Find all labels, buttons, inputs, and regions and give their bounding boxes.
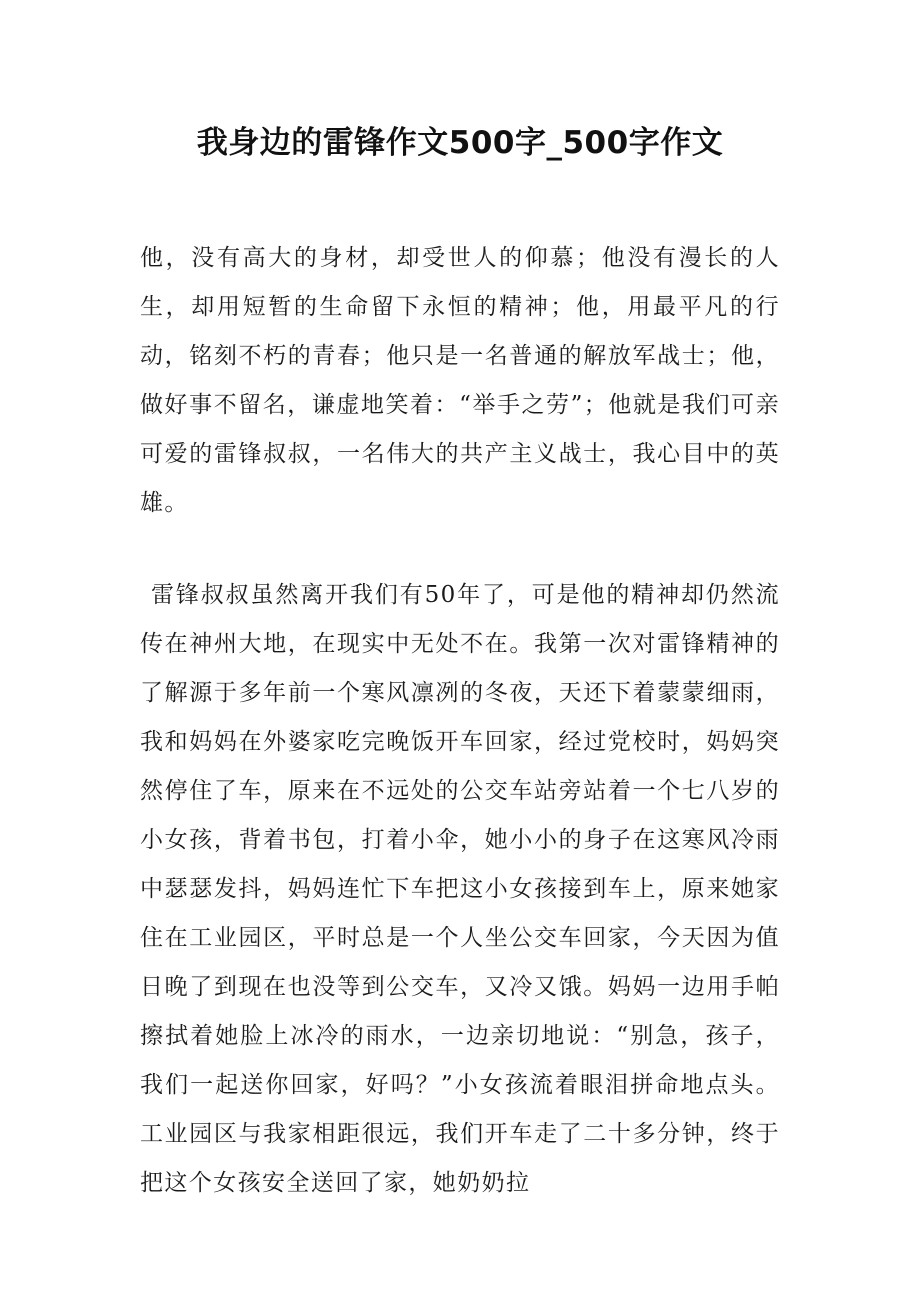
- paragraph-story: 雷锋叔叔虽然离开我们有50年了，可是他的精神却仍然流传在神州大地，在现实中无处不在。我第一次对雷锋精神的了解源于多年前一个寒风凛冽的冬夜，天还下着蒙蒙细雨，我和妈妈在外婆家吃完晚饭开车回家，经过党校时，妈妈突然停住了车，原来在不远处的公交车站旁站着一个七八岁的小女孩，背着书包，打着小伞，她小小的身子在这寒风冷雨中瑟瑟发抖，妈妈连忙下车把这小女孩接到车上，原来她家住在工业园区，平时总是一个人坐公交车回家，今天因为值日晚了到现在也没等到公交车，又冷又饿。妈妈一边用手帕擦拭着她脸上冰冷的雨水，一边亲切地说：“别急，孩子，我们一起送你回家，好吗？”小女孩流着眼泪拼命地点头。工业园区与我家相距很远，我们开车走了二十多分钟，终于把这个女孩安全送回了家，她奶奶拉: [140, 582, 780, 1196]
- paragraph-intro: 他，没有高大的身材，却受世人的仰慕；他没有漫长的人生，却用短暂的生命留下永恒的精神；他，用最平凡的行动，铭刻不朽的青春；他只是一名普通的解放军战士；他，做好事不留名，谦虚地笑着：“举手之劳”；他就是我们可亲可爱的雷锋叔叔，一名伟大的共产主义战士，我心目中的英雄。: [140, 245, 780, 516]
- document-title: 我身边的雷锋作文500字_500字作文: [196, 125, 724, 161]
